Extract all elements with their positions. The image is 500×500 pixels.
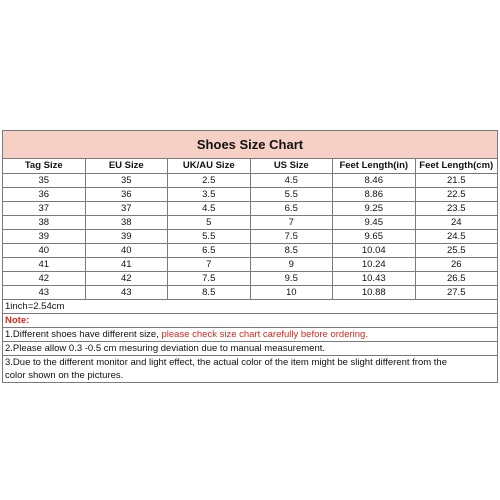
table-row xyxy=(3,188,498,202)
cell-eu-size: 37 xyxy=(85,202,168,216)
cell-eu-size: 41 xyxy=(85,258,168,272)
cell-tag-size: 40 xyxy=(3,244,86,258)
cell-eu-size: 35 xyxy=(85,174,168,188)
size-chart xyxy=(2,130,498,383)
title-row xyxy=(3,131,498,159)
cell-us-size: 4.5 xyxy=(250,174,333,188)
cell-tag-size: 39 xyxy=(3,230,86,244)
cell-uk-au-size: 5.5 xyxy=(168,230,251,244)
cell-feet-length-in: 10.04 xyxy=(333,244,416,258)
cell-tag-size: 42 xyxy=(3,272,86,286)
cell-feet-length-cm: 22.5 xyxy=(415,188,498,202)
cell-eu-size: 39 xyxy=(85,230,168,244)
cell-feet-length-cm: 24.5 xyxy=(415,230,498,244)
col-header-eu-size: EU Size xyxy=(85,159,168,174)
note-2: 2.Please allow 0.3 -0.5 cm mesuring deviation due to manual measurement. xyxy=(3,342,498,356)
cell-us-size: 7 xyxy=(250,216,333,230)
note-3 xyxy=(3,356,498,383)
cell-eu-size: 36 xyxy=(85,188,168,202)
notes-section xyxy=(3,300,498,383)
column-header-row xyxy=(3,159,498,174)
cell-us-size: 5.5 xyxy=(250,188,333,202)
note-title: Note: xyxy=(3,314,498,328)
cell-feet-length-in: 9.25 xyxy=(333,202,416,216)
col-header-uk-au-size: UK/AU Size xyxy=(168,159,251,174)
note-3-line-1: 3.Due to the different monitor and light effect, the actual color of the item might be slight different from the xyxy=(5,357,448,368)
cell-feet-length-cm: 24 xyxy=(415,216,498,230)
cell-us-size: 7.5 xyxy=(250,230,333,244)
cell-us-size: 6.5 xyxy=(250,202,333,216)
cell-feet-length-cm: 26 xyxy=(415,258,498,272)
table-row xyxy=(3,216,498,230)
table-row xyxy=(3,174,498,188)
col-header-feet-length-cm: Feet Length(cm) xyxy=(415,159,498,174)
cell-eu-size: 43 xyxy=(85,286,168,300)
cell-tag-size: 37 xyxy=(3,202,86,216)
cell-eu-size: 40 xyxy=(85,244,168,258)
note-3-line-2: color shown on the pictures. xyxy=(5,370,124,381)
cell-us-size: 10 xyxy=(250,286,333,300)
cell-us-size: 8.5 xyxy=(250,244,333,258)
cell-eu-size: 42 xyxy=(85,272,168,286)
table-row xyxy=(3,202,498,216)
cell-uk-au-size: 8.5 xyxy=(168,286,251,300)
cell-feet-length-in: 10.88 xyxy=(333,286,416,300)
cell-feet-length-in: 9.45 xyxy=(333,216,416,230)
note-1-text: 1.Different shoes have different size, xyxy=(5,329,162,340)
cell-uk-au-size: 3.5 xyxy=(168,188,251,202)
cell-feet-length-in: 10.24 xyxy=(333,258,416,272)
col-header-tag-size: Tag Size xyxy=(3,159,86,174)
cell-feet-length-in: 10.43 xyxy=(333,272,416,286)
cell-feet-length-cm: 26.5 xyxy=(415,272,498,286)
cell-uk-au-size: 5 xyxy=(168,216,251,230)
cell-us-size: 9.5 xyxy=(250,272,333,286)
cell-feet-length-cm: 27.5 xyxy=(415,286,498,300)
cell-feet-length-cm: 25.5 xyxy=(415,244,498,258)
cell-us-size: 9 xyxy=(250,258,333,272)
table-row xyxy=(3,258,498,272)
col-header-feet-length-in: Feet Length(in) xyxy=(333,159,416,174)
col-header-us-size: US Size xyxy=(250,159,333,174)
cell-tag-size: 36 xyxy=(3,188,86,202)
cell-tag-size: 43 xyxy=(3,286,86,300)
table-row xyxy=(3,244,498,258)
cell-uk-au-size: 4.5 xyxy=(168,202,251,216)
cell-feet-length-in: 8.46 xyxy=(333,174,416,188)
table-row xyxy=(3,272,498,286)
cell-feet-length-in: 9.65 xyxy=(333,230,416,244)
cell-uk-au-size: 7.5 xyxy=(168,272,251,286)
table-row xyxy=(3,286,498,300)
cell-uk-au-size: 6.5 xyxy=(168,244,251,258)
cell-eu-size: 38 xyxy=(85,216,168,230)
conversion-note: 1inch=2.54cm xyxy=(3,300,498,314)
cell-feet-length-cm: 23.5 xyxy=(415,202,498,216)
size-chart-table xyxy=(2,130,498,383)
note-1-warning: please check size chart carefully before ordering. xyxy=(161,329,368,340)
table-row xyxy=(3,230,498,244)
cell-uk-au-size: 7 xyxy=(168,258,251,272)
cell-uk-au-size: 2.5 xyxy=(168,174,251,188)
note-1 xyxy=(3,328,498,342)
cell-feet-length-in: 8.86 xyxy=(333,188,416,202)
chart-title: Shoes Size Chart xyxy=(3,131,498,159)
cell-feet-length-cm: 21.5 xyxy=(415,174,498,188)
cell-tag-size: 41 xyxy=(3,258,86,272)
cell-tag-size: 35 xyxy=(3,174,86,188)
table-body xyxy=(3,174,498,300)
cell-tag-size: 38 xyxy=(3,216,86,230)
